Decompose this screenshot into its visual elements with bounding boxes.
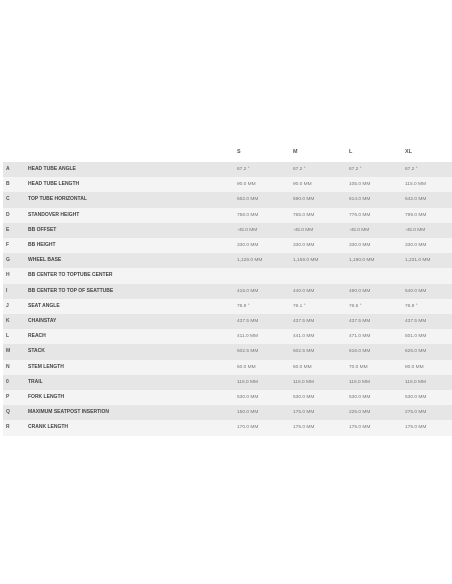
row-value-xl: -45.0 MM [405,223,452,238]
header-size-xl: XL [405,149,412,155]
row-letter: Q [3,405,28,420]
row-measurement-name: BB HEIGHT [28,238,237,253]
table-row [3,405,452,420]
row-value-l: 105.0 MM [349,177,405,192]
row-value-l: 1,190.0 MM [349,253,405,268]
row-value-m: 175.0 MM [293,405,349,420]
row-value-s: 415.0 MM [237,284,293,299]
table-row [3,162,452,177]
row-value-s: 758.0 MM [237,208,293,223]
row-value-l: 70.0 MM [349,360,405,375]
header-letter [3,143,28,162]
row-value-s: 530.0 MM [237,390,293,405]
row-measurement-name: MAXIMUM SEATPOST INSERTION [28,405,237,420]
row-letter: G [3,253,28,268]
row-measurement-name: BB CENTER TO TOPTUBE CENTER [28,268,237,283]
row-letter: R [3,420,28,435]
row-value-m: 602.5 MM [293,344,349,359]
row-letter: I [3,284,28,299]
table-row [3,223,452,238]
row-value-xl: 1,231.0 MM [405,253,452,268]
row-value-l: 776.0 MM [349,208,405,223]
row-letter: K [3,314,28,329]
row-value-l: 471.0 MM [349,329,405,344]
row-measurement-name: SEAT ANGLE [28,299,237,314]
row-value-xl: 67.2 ° [405,162,452,177]
row-value-l: -45.0 MM [349,223,405,238]
row-letter: C [3,192,28,207]
table-row [3,268,452,283]
row-letter: F [3,238,28,253]
table-row [3,344,452,359]
row-value-xl: 80.0 MM [405,360,452,375]
geometry-table-body [3,162,452,436]
row-measurement-name: TOP TUBE HORIZONTAL [28,192,237,207]
row-value-s: 67.2 ° [237,162,293,177]
row-value-l: 437.5 MM [349,314,405,329]
row-letter: D [3,208,28,223]
row-letter: N [3,360,28,375]
row-value-m: 590.0 MM [293,192,349,207]
row-value-m: 437.5 MM [293,314,349,329]
row-measurement-name: REACH [28,329,237,344]
table-row [3,420,452,435]
header-row [3,143,452,162]
row-letter: J [3,299,28,314]
row-measurement-name: WHEEL BASE [28,253,237,268]
row-value-s: -45.0 MM [237,223,293,238]
row-measurement-name: STACK [28,344,237,359]
row-value-m: 90.0 MM [293,177,349,192]
row-value-xl: 115.0 MM [405,375,452,390]
row-value-l: 530.0 MM [349,390,405,405]
row-measurement-name: CHAINSTAY [28,314,237,329]
row-value-s: 411.0 MM [237,329,293,344]
row-measurement-name: BB OFFSET [28,223,237,238]
row-value-l: 76.6 ° [349,299,405,314]
row-value-m: 76.1 ° [293,299,349,314]
table-row [3,208,452,223]
row-value-l: 330.0 MM [349,238,405,253]
row-value-s [237,268,293,283]
row-value-xl: 437.5 MM [405,314,452,329]
row-value-l [349,268,405,283]
row-value-xl: 799.0 MM [405,208,452,223]
table-row [3,390,452,405]
row-value-s: 150.0 MM [237,405,293,420]
table-row [3,314,452,329]
row-value-m: 440.0 MM [293,284,349,299]
header-name [28,143,237,162]
row-measurement-name: TRAIL [28,375,237,390]
row-measurement-name: HEAD TUBE ANGLE [28,162,237,177]
row-value-m: 1,159.0 MM [293,253,349,268]
row-value-m: 330.0 MM [293,238,349,253]
row-value-m: 115.0 MM [293,375,349,390]
row-value-s: 75.9 ° [237,299,293,314]
row-value-l: 614.0 MM [349,192,405,207]
row-value-l: 490.0 MM [349,284,405,299]
geometry-table [3,143,452,436]
row-value-xl: 76.9 ° [405,299,452,314]
table-row [3,253,452,268]
row-letter: H [3,268,28,283]
row-measurement-name: BB CENTER TO TOP OF SEATTUBE [28,284,237,299]
row-value-s: 115.0 MM [237,375,293,390]
row-value-xl: 625.0 MM [405,344,452,359]
row-measurement-name: HEAD TUBE LENGTH [28,177,237,192]
table-row [3,360,452,375]
row-value-m: 441.0 MM [293,329,349,344]
table-row [3,238,452,253]
row-value-m: 67.2 ° [293,162,349,177]
row-measurement-name: FORK LENGTH [28,390,237,405]
row-value-s: 1,129.0 MM [237,253,293,268]
header-size-l: L [349,149,353,155]
row-value-l: 67.2 ° [349,162,405,177]
table-row [3,192,452,207]
row-value-s: 170.0 MM [237,420,293,435]
row-letter: L [3,329,28,344]
row-value-m: 765.0 MM [293,208,349,223]
row-value-s: 330.0 MM [237,238,293,253]
row-value-s: 50.0 MM [237,360,293,375]
row-letter: E [3,223,28,238]
row-value-m: 530.0 MM [293,390,349,405]
row-value-l: 175.0 MM [349,420,405,435]
row-value-xl: 275.0 MM [405,405,452,420]
row-letter: M [3,344,28,359]
row-value-xl [405,268,452,283]
row-value-l: 115.0 MM [349,375,405,390]
row-value-l: 616.0 MM [349,344,405,359]
row-value-xl: 175.0 MM [405,420,452,435]
row-value-s: 562.0 MM [237,192,293,207]
header-size-m: M [293,149,298,155]
row-value-l: 225.0 MM [349,405,405,420]
row-letter: A [3,162,28,177]
row-value-xl: 530.0 MM [405,390,452,405]
row-measurement-name: CRANK LENGTH [28,420,237,435]
table-row [3,329,452,344]
row-letter: P [3,390,28,405]
row-letter: 0 [3,375,28,390]
row-value-xl: 540.0 MM [405,284,452,299]
row-measurement-name: STEM LENGTH [28,360,237,375]
row-value-xl: 115.0 MM [405,177,452,192]
row-value-s: 90.0 MM [237,177,293,192]
row-value-s: 602.5 MM [237,344,293,359]
row-value-s: 437.5 MM [237,314,293,329]
table-row [3,177,452,192]
row-value-m [293,268,349,283]
row-value-xl: 642.0 MM [405,192,452,207]
geometry-table-header [3,143,452,162]
row-value-m: -45.0 MM [293,223,349,238]
row-value-xl: 501.0 MM [405,329,452,344]
table-row [3,284,452,299]
row-value-m: 60.0 MM [293,360,349,375]
row-value-xl: 330.0 MM [405,238,452,253]
row-measurement-name: STANDOVER HEIGHT [28,208,237,223]
table-row [3,299,452,314]
row-value-m: 175.0 MM [293,420,349,435]
table-row [3,375,452,390]
row-letter: B [3,177,28,192]
header-size-s: S [237,149,241,155]
